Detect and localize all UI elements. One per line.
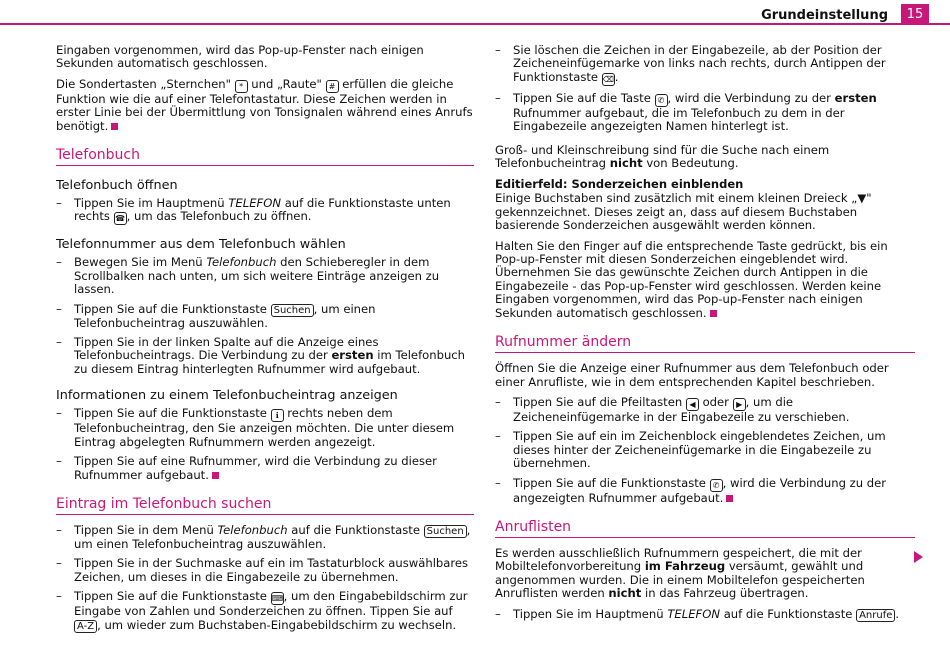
end-marker bbox=[111, 123, 118, 130]
subheading-editierfeld: Editierfeld: Sonderzeichen einblenden bbox=[495, 177, 744, 192]
list-item: – Tippen Sie auf die Pfeiltasten ◀ oder ▶ , um die Zeicheneinfügemarke in der Eingabezeile zu verschieben. bbox=[495, 396, 915, 424]
a-z-key: A-Z bbox=[74, 620, 97, 633]
right-column bbox=[495, 44, 915, 628]
list-item: – Tippen Sie auf ein im Zeichenblock eingeblendetes Zeichen, um dieses hinter der Zeicheneinfügemarke in die Eingabezeile zu übernehmen. bbox=[495, 430, 915, 470]
list-item: – Tippen Sie in der Suchmaske auf ein im Tastaturblock auswählbares Zeichen, um dieses in die Eingabezeile zu übernehmen. bbox=[56, 557, 474, 584]
numbers-symbols-icon: ⌨ bbox=[271, 594, 284, 604]
list-item: – Tippen Sie auf die Taste ✆ , wird die Verbindung zu der ersten Rufnummer aufgebaut, die im Telefonbuch zu dem in der Eingabezeile angezeigten Namen hinterlegt ist. bbox=[495, 92, 915, 134]
page-number: 15 bbox=[901, 4, 929, 24]
subheading-informationen: Informationen zu einem Telefonbucheintrag anzeigen bbox=[56, 388, 398, 404]
list-item: – Tippen Sie auf die Funktionstaste ℹ rechts neben dem Telefonbucheintrag, den Sie anzeigen möchten. Die unter diesem Eintrag abgelegten Rufnummern werden angezeigt. bbox=[56, 407, 474, 449]
continue-arrow-icon bbox=[914, 551, 923, 563]
section-heading-telefonbuch: Telefonbuch bbox=[56, 147, 474, 166]
list-item: – Bewegen Sie im Menü Telefonbuch den Schieberegler in dem Scrollbalken nach unten, um sich weitere Einträge anzeigen zu lassen. bbox=[56, 256, 474, 296]
phonebook-icon: ☎ bbox=[115, 214, 126, 224]
right-arrow-icon: ▶ bbox=[733, 398, 746, 411]
star-key: * bbox=[235, 80, 248, 93]
subheading-telefonnummer-waehlen: Telefonnummer aus dem Telefonbuch wählen bbox=[56, 237, 346, 253]
backspace-icon: ⌫ bbox=[602, 74, 615, 84]
end-marker bbox=[726, 495, 733, 502]
edit-paragraph-2: Halten Sie den Finger auf die entsprechende Taste gedrückt, bis ein Pop-up-Fenster mit diesen Sonderzeichen eingeblendet wird. Übernehmen Sie das gewünschte Zeichen durch Antippen in die Eingabezeile - das Pop-up-Fenster wird geschlossen. Werden keine Eingaben vorgenommen, wird das Pop-up-Fenster nach einigen Sekunden automatisch geschlossen. bbox=[495, 238, 888, 320]
subheading-telefonbuch-oeffnen: Telefonbuch öffnen bbox=[56, 178, 178, 194]
suchen-key: Suchen bbox=[271, 304, 314, 317]
section-heading-eintrag-suchen: Eintrag im Telefonbuch suchen bbox=[56, 496, 474, 515]
intro-paragraph-2: Die Sondertasten „Sternchen" * und „Raute" # erfüllen die gleiche Funktion wie die auf einer Telefontastatur. Diese Zeichen werden in erster Linie bei der Übermittlung von Tonsignalen während eines Anrufs benötigt. bbox=[56, 76, 473, 133]
intro-paragraph-1: Eingaben vorgenommen, wird das Pop-up-Fenster nach einigen Sekunden automatisch geschlossen. bbox=[56, 43, 424, 71]
list-item: – Tippen Sie in dem Menü Telefonbuch auf die Funktionstaste Suchen , um einen Telefonbucheintrag auszuwählen. bbox=[56, 524, 474, 551]
left-arrow-icon: ◀ bbox=[686, 398, 699, 411]
suchen-key: Suchen bbox=[424, 525, 467, 538]
info-icon: ℹ bbox=[271, 409, 284, 422]
case-paragraph: Groß- und Kleinschreibung sind für die Suche nach einem Telefonbucheintrag nicht von Bedeutung. bbox=[495, 142, 830, 171]
list-item: – Tippen Sie auf eine Rufnummer, wird die Verbindung zu dieser Rufnummer aufgebaut. bbox=[56, 455, 474, 482]
chapter-title: Grundeinstellung bbox=[761, 8, 888, 23]
list-item: – Tippen Sie auf die Funktionstaste ✆ , wird die Verbindung zu der angezeigten Rufnummer aufgebaut. bbox=[495, 477, 915, 505]
call-icon: ✆ bbox=[710, 479, 723, 492]
section-heading-anruflisten: Anruflisten bbox=[495, 519, 915, 538]
list-item: – Tippen Sie auf die Funktionstaste Suchen , um einen Telefonbucheintrag auszuwählen. bbox=[56, 303, 474, 330]
anruflisten-paragraph: Es werden ausschließlich Rufnummern gespeichert, die mit der Mobiltelefonvorbereitung im Fahrzeug versäumt, gewählt und angenommen wurden. Die in einem Mobiltelefon gespeicherten Anruflisten werden nicht in das Fahrzeug übertragen. bbox=[495, 545, 865, 601]
list-item: – Sie löschen die Zeichen in der Eingabezeile, ab der Position der Zeicheneinfügemarke von links nach rechts, durch Antippen der Funktionstaste ⌫. bbox=[495, 44, 915, 86]
end-marker bbox=[710, 310, 717, 317]
rufnummer-intro: Öffnen Sie die Anzeige einer Rufnummer aus dem Telefonbuch oder einer Anrufliste, wie in dem entsprechenden Kapitel beschrieben. bbox=[495, 361, 889, 389]
section-heading-rufnummer-aendern: Rufnummer ändern bbox=[495, 334, 915, 353]
anrufe-key: Anrufe bbox=[856, 609, 895, 622]
left-column bbox=[56, 44, 474, 639]
call-icon: ✆ bbox=[655, 94, 668, 107]
edit-paragraph-1: Einige Buchstaben sind zusätzlich mit einem kleinen Dreieck „▼" gekennzeichnet. Dieses zeigt an, dass auf diesem Buchstaben basierende Sonderzeichen ausgewählt werden können. bbox=[495, 191, 872, 233]
list-item: – Tippen Sie auf die Funktionstaste ⌨, um den Eingabebildschirm zur Eingabe von Zahlen und Sonderzeichen zu öffnen. Tippen Sie auf A-Z , um wieder zum Buchstaben-Eingabebildschirm zu wechseln. bbox=[56, 590, 474, 632]
header-rule bbox=[0, 23, 950, 25]
hash-key: # bbox=[326, 80, 339, 93]
page-header bbox=[0, 0, 950, 30]
list-item: – Tippen Sie in der linken Spalte auf die Anzeige eines Telefonbucheintrags. Die Verbindung zu der ersten im Telefonbuch zu diesem Eintrag hinterlegten Rufnummer wird aufgebaut. bbox=[56, 336, 474, 376]
list-item: – Tippen Sie im Hauptmenü TELEFON auf die Funktionstaste Anrufe . bbox=[495, 608, 915, 622]
end-marker bbox=[212, 472, 219, 479]
list-item: – Tippen Sie im Hauptmenü TELEFON auf die Funktionstaste unten rechts ☎ , um das Telefonbuch zu öffnen. bbox=[56, 197, 474, 225]
